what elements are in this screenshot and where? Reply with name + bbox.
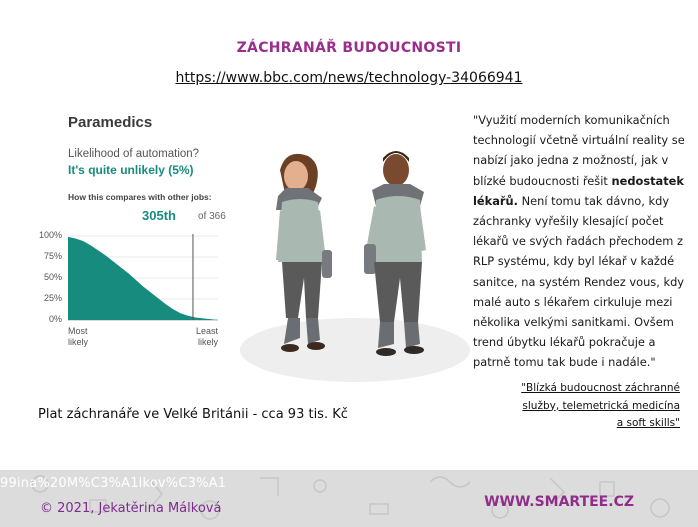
slide-title: ZÁCHRANÁŘ BUDOUCNOSTI: [236, 40, 462, 56]
quote-source-text[interactable]: "Blízká budoucnost záchranné služby, telemetrická medicína a soft skills": [521, 382, 680, 429]
y-tick-label: 50%: [43, 272, 62, 282]
x-start-line: likely: [68, 337, 89, 347]
quote-part-1: "Využití moderních komunikačních technologií včetně virtuální reality se nabízí jako jedna z možností, jak v blízké budoucnosti řešit: [473, 113, 685, 188]
x-start-line: Most: [68, 326, 88, 336]
y-tick-label: 75%: [43, 251, 62, 261]
likelihood-answer: It's quite unlikely (5%): [68, 163, 194, 177]
source-url-link[interactable]: https://www.bbc.com/news/technology-34066941: [175, 70, 523, 86]
automation-area-series: [68, 237, 218, 320]
paramedics-illustration: [240, 140, 470, 385]
quote-part-2: Není tomu tak dávno, kdy záchranky vyřešily klesající počet lékařů ve svých řadách přechodem z RLP systému, kdy byl lékař v každé sanitce, na systém Rendez vous, kdy malé auto s lékařem cirkuluje mezi několika velkými sanitkami. Ovšem trend úbytku lékařů pokračuje a patrně tomu tak bude i nadále.": [473, 193, 685, 370]
x-end-line: likely: [197, 337, 218, 347]
y-tick-label: 0%: [48, 314, 62, 324]
automation-chart-panel: [30, 108, 230, 353]
x-start-label: [68, 326, 88, 348]
y-tick-label: 25%: [43, 293, 62, 303]
footer-copyright: © 2021, Jekatěrina Málková: [40, 501, 222, 516]
rank-value: 305th: [142, 208, 176, 223]
y-tick-label: 100%: [38, 230, 62, 240]
chart-heading: Paramedics: [68, 114, 153, 131]
automation-area-chart: [68, 234, 218, 324]
floor-shadow: [240, 318, 470, 382]
quote-source-link[interactable]: [520, 380, 680, 433]
salary-note: Plat záchranáře ve Velké Británii - cca 93 tis. Kč: [38, 407, 348, 422]
quote-bold: nedostatek lékařů.: [473, 173, 684, 208]
likelihood-question: Likelihood of automation?: [68, 148, 200, 160]
paramedic-quote: [473, 110, 685, 373]
x-end-label: [194, 326, 218, 348]
footer-bar: [0, 470, 698, 527]
footer-encoded-text: 99ina%20M%C3%A1lkov%C3%A1: [0, 476, 227, 491]
footer-website-link[interactable]: WWW.SMARTEE.CZ: [484, 494, 634, 510]
rank-total: of 366: [198, 211, 226, 222]
compare-label: How this compares with other jobs:: [68, 192, 212, 202]
x-end-line: Least: [195, 326, 218, 336]
